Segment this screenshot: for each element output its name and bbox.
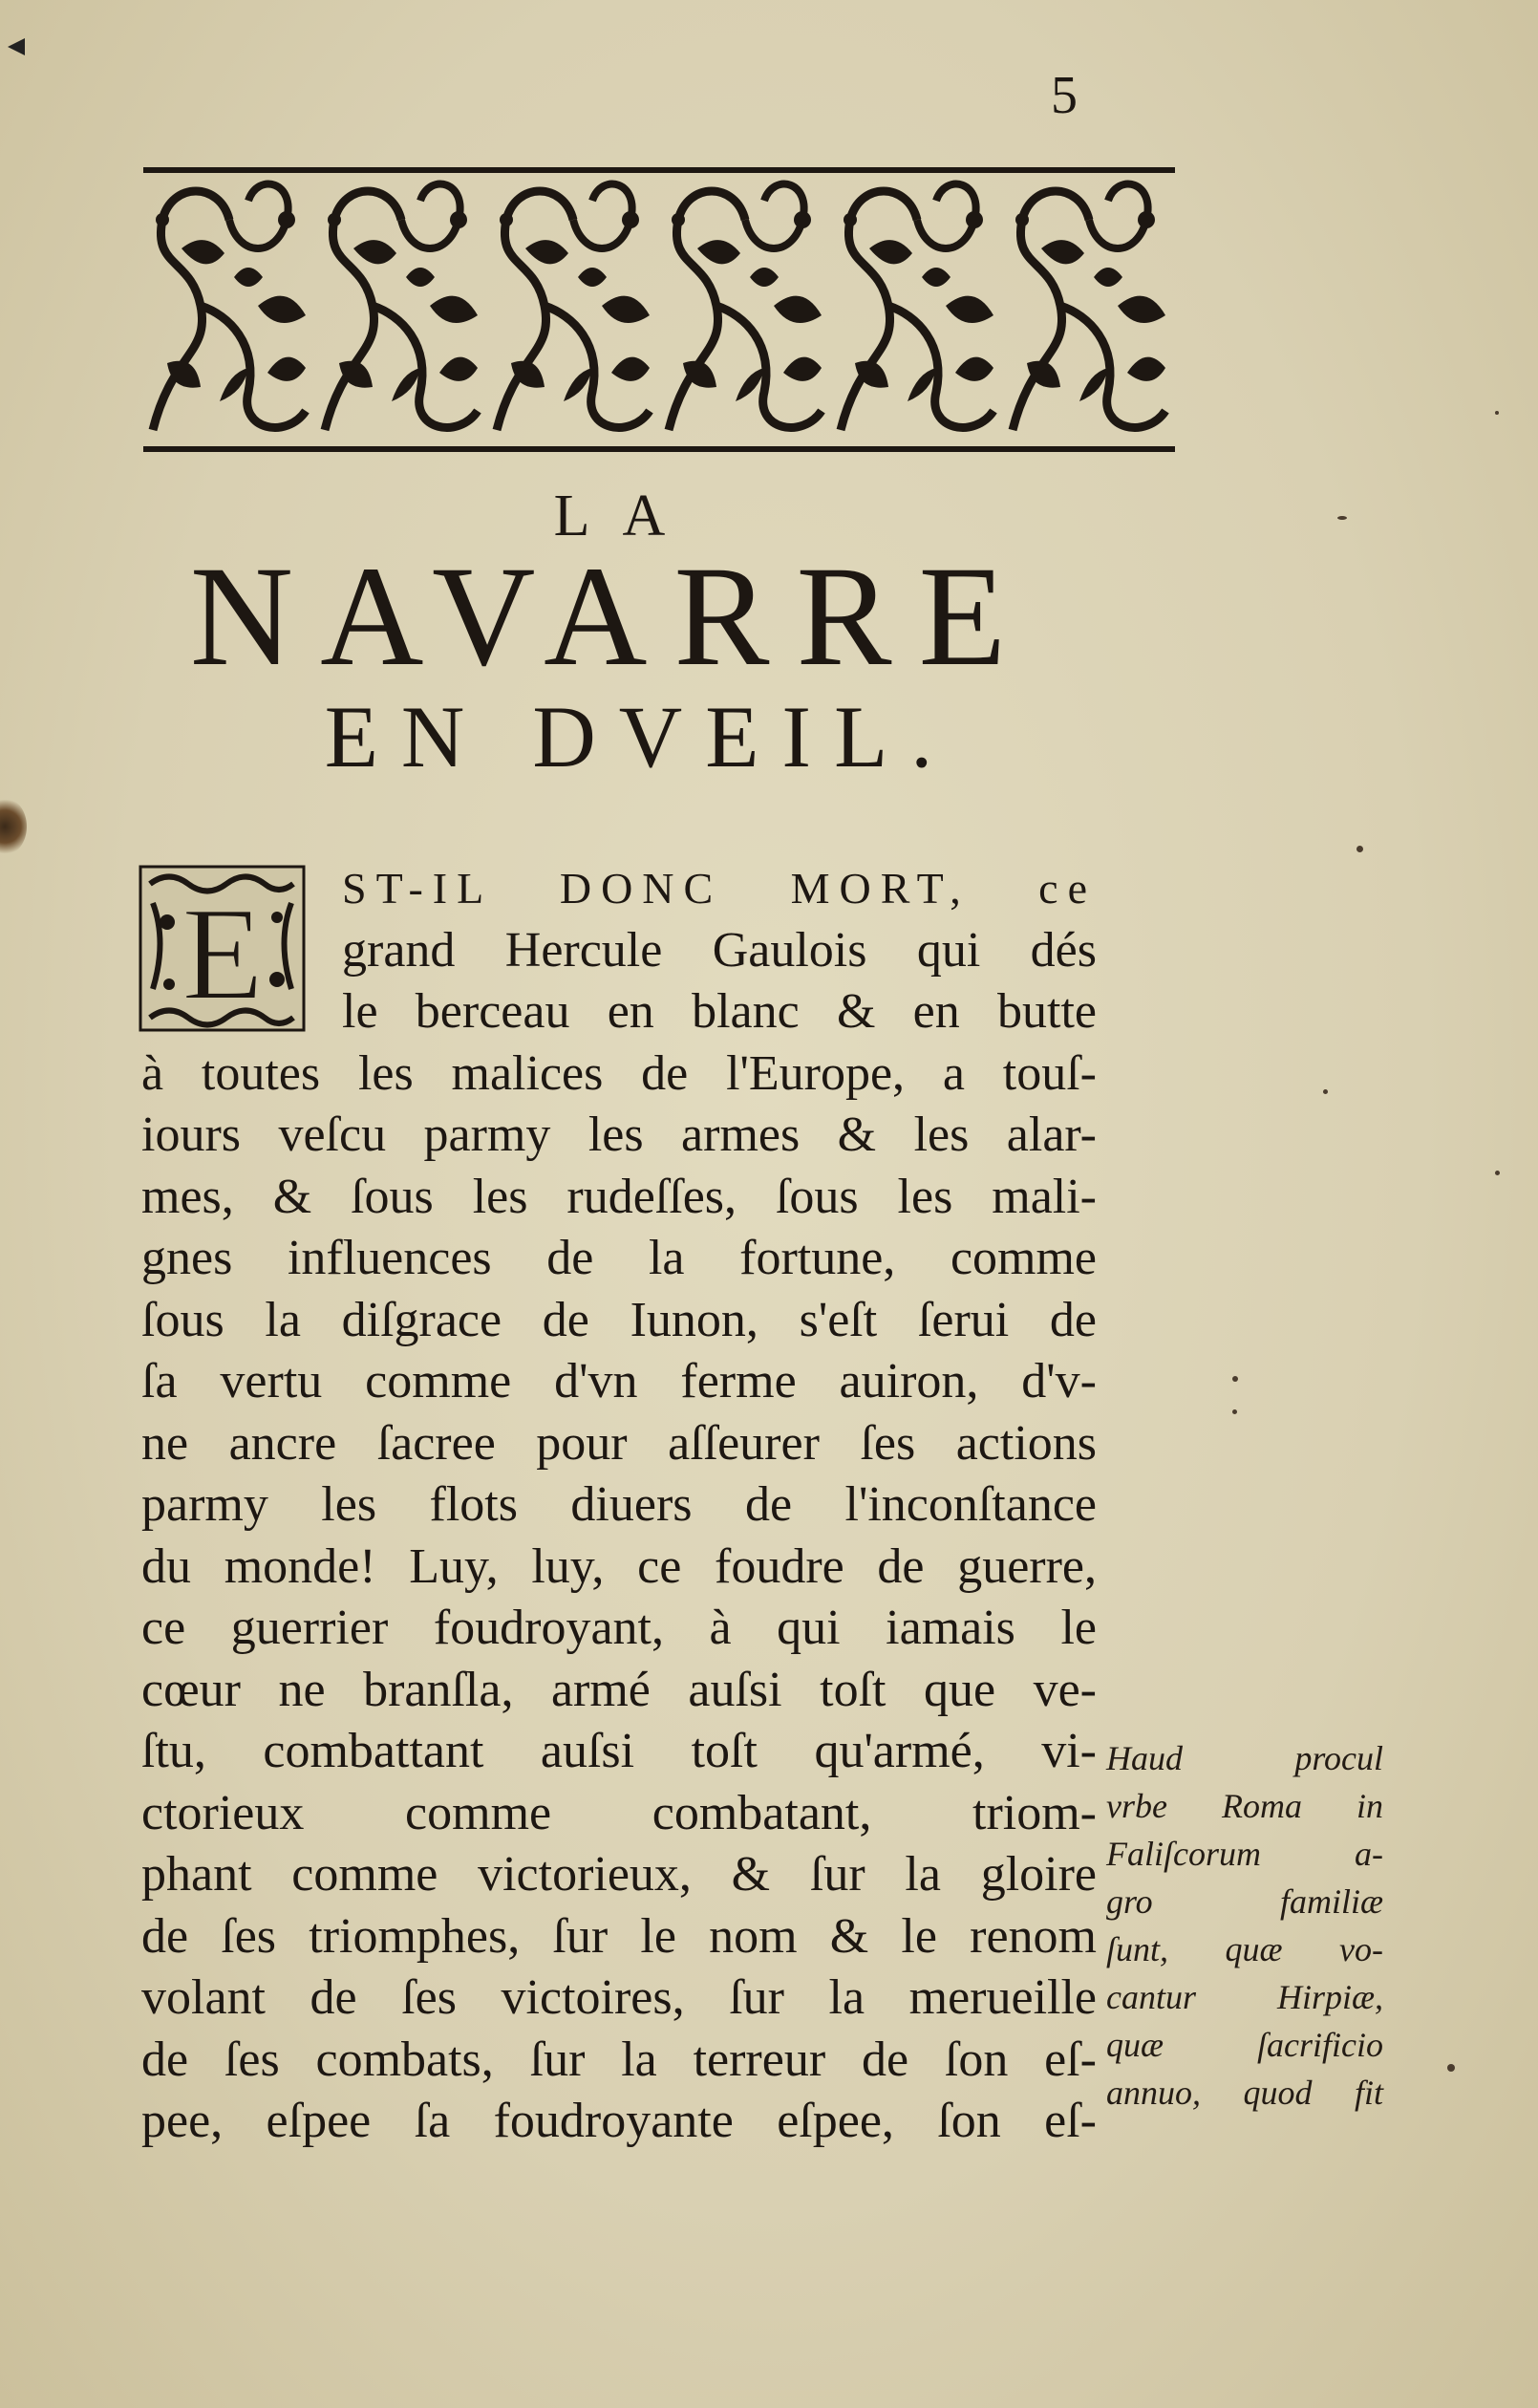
body-text [141, 858, 1097, 2153]
marginal-line: cantur Hirpiæ, [1106, 1978, 1383, 2016]
marginal-line: Haud procul [1106, 1739, 1383, 1777]
text-line: iours veſcu parmy les armes & les alar- [141, 1107, 1097, 1162]
text-line: volant de ſes victoires, ſur la merueille [141, 1970, 1097, 2025]
text-line: ſtu, combattant auſsi toſt qu'armé, vi- [141, 1724, 1097, 1778]
text-line: phant comme victorieux, & ſur la gloire [141, 1847, 1097, 1902]
text-line: pee, eſpee ſa foudroyante eſpee, ſon eſ- [141, 2094, 1097, 2148]
page-number: 5 [1051, 66, 1078, 125]
text-line: mes, & ſous les rudeſſes, ſous les mali- [141, 1169, 1097, 1224]
text-line: ctorieux comme combatant, triom- [141, 1785, 1097, 1840]
page-edge-mark [8, 38, 25, 55]
text-line: grand Hercule Gaulois qui dés [342, 922, 1097, 978]
text-line: ne ancre ſacree pour aſſeurer ſes actions [141, 1415, 1097, 1471]
title-line-2: NAVARRE [189, 537, 1034, 696]
marginal-line: annuo, quod fit [1106, 2074, 1383, 2112]
text-line: ſous la diſgrace de Iunon, s'eſt ſerui de [141, 1292, 1097, 1347]
text-line: gnes influences de la fortune, comme [141, 1231, 1097, 1285]
title-line-1: LA [553, 484, 698, 548]
initial-letter: E [182, 880, 264, 1028]
marginal-line: gro familiæ [1106, 1882, 1383, 1921]
text-line: ST-IL DONC MORT, ce [342, 864, 1097, 913]
text-line: ce guerrier foudroyant, à qui iamais le [141, 1601, 1097, 1655]
text-line: cœur ne branſla, armé auſsi toſt que ve- [141, 1662, 1097, 1717]
marginal-note [1106, 1734, 1383, 2117]
text-line: de ſes combats, ſur la terreur de ſon eſ- [141, 2032, 1097, 2087]
ornamental-headpiece [143, 162, 1175, 459]
marginal-line: ſunt, quæ vo- [1106, 1930, 1383, 1968]
text-line: le berceau en blanc & en butte [342, 984, 1097, 1039]
text-line: parmy les flots diuers de l'inconſtance [141, 1477, 1097, 1532]
text-line: du monde! Luy, luy, ce foudre de guerre, [141, 1538, 1097, 1594]
text-line: à toutes les malices de l'Europe, a touſ- [141, 1045, 1097, 1101]
marginal-line: vrbe Roma in [1106, 1787, 1383, 1825]
marginal-line: Faliſcorum a- [1106, 1835, 1383, 1873]
ink-stain [0, 798, 27, 855]
marginal-line: quæ ſacrificio [1106, 2026, 1383, 2064]
text-line: ſa vertu comme d'vn ferme auiron, d'v- [141, 1354, 1097, 1408]
title-line-3: EN DVEIL. [324, 688, 956, 785]
text-line: de ſes triomphes, ſur le nom & le renom [141, 1908, 1097, 1964]
